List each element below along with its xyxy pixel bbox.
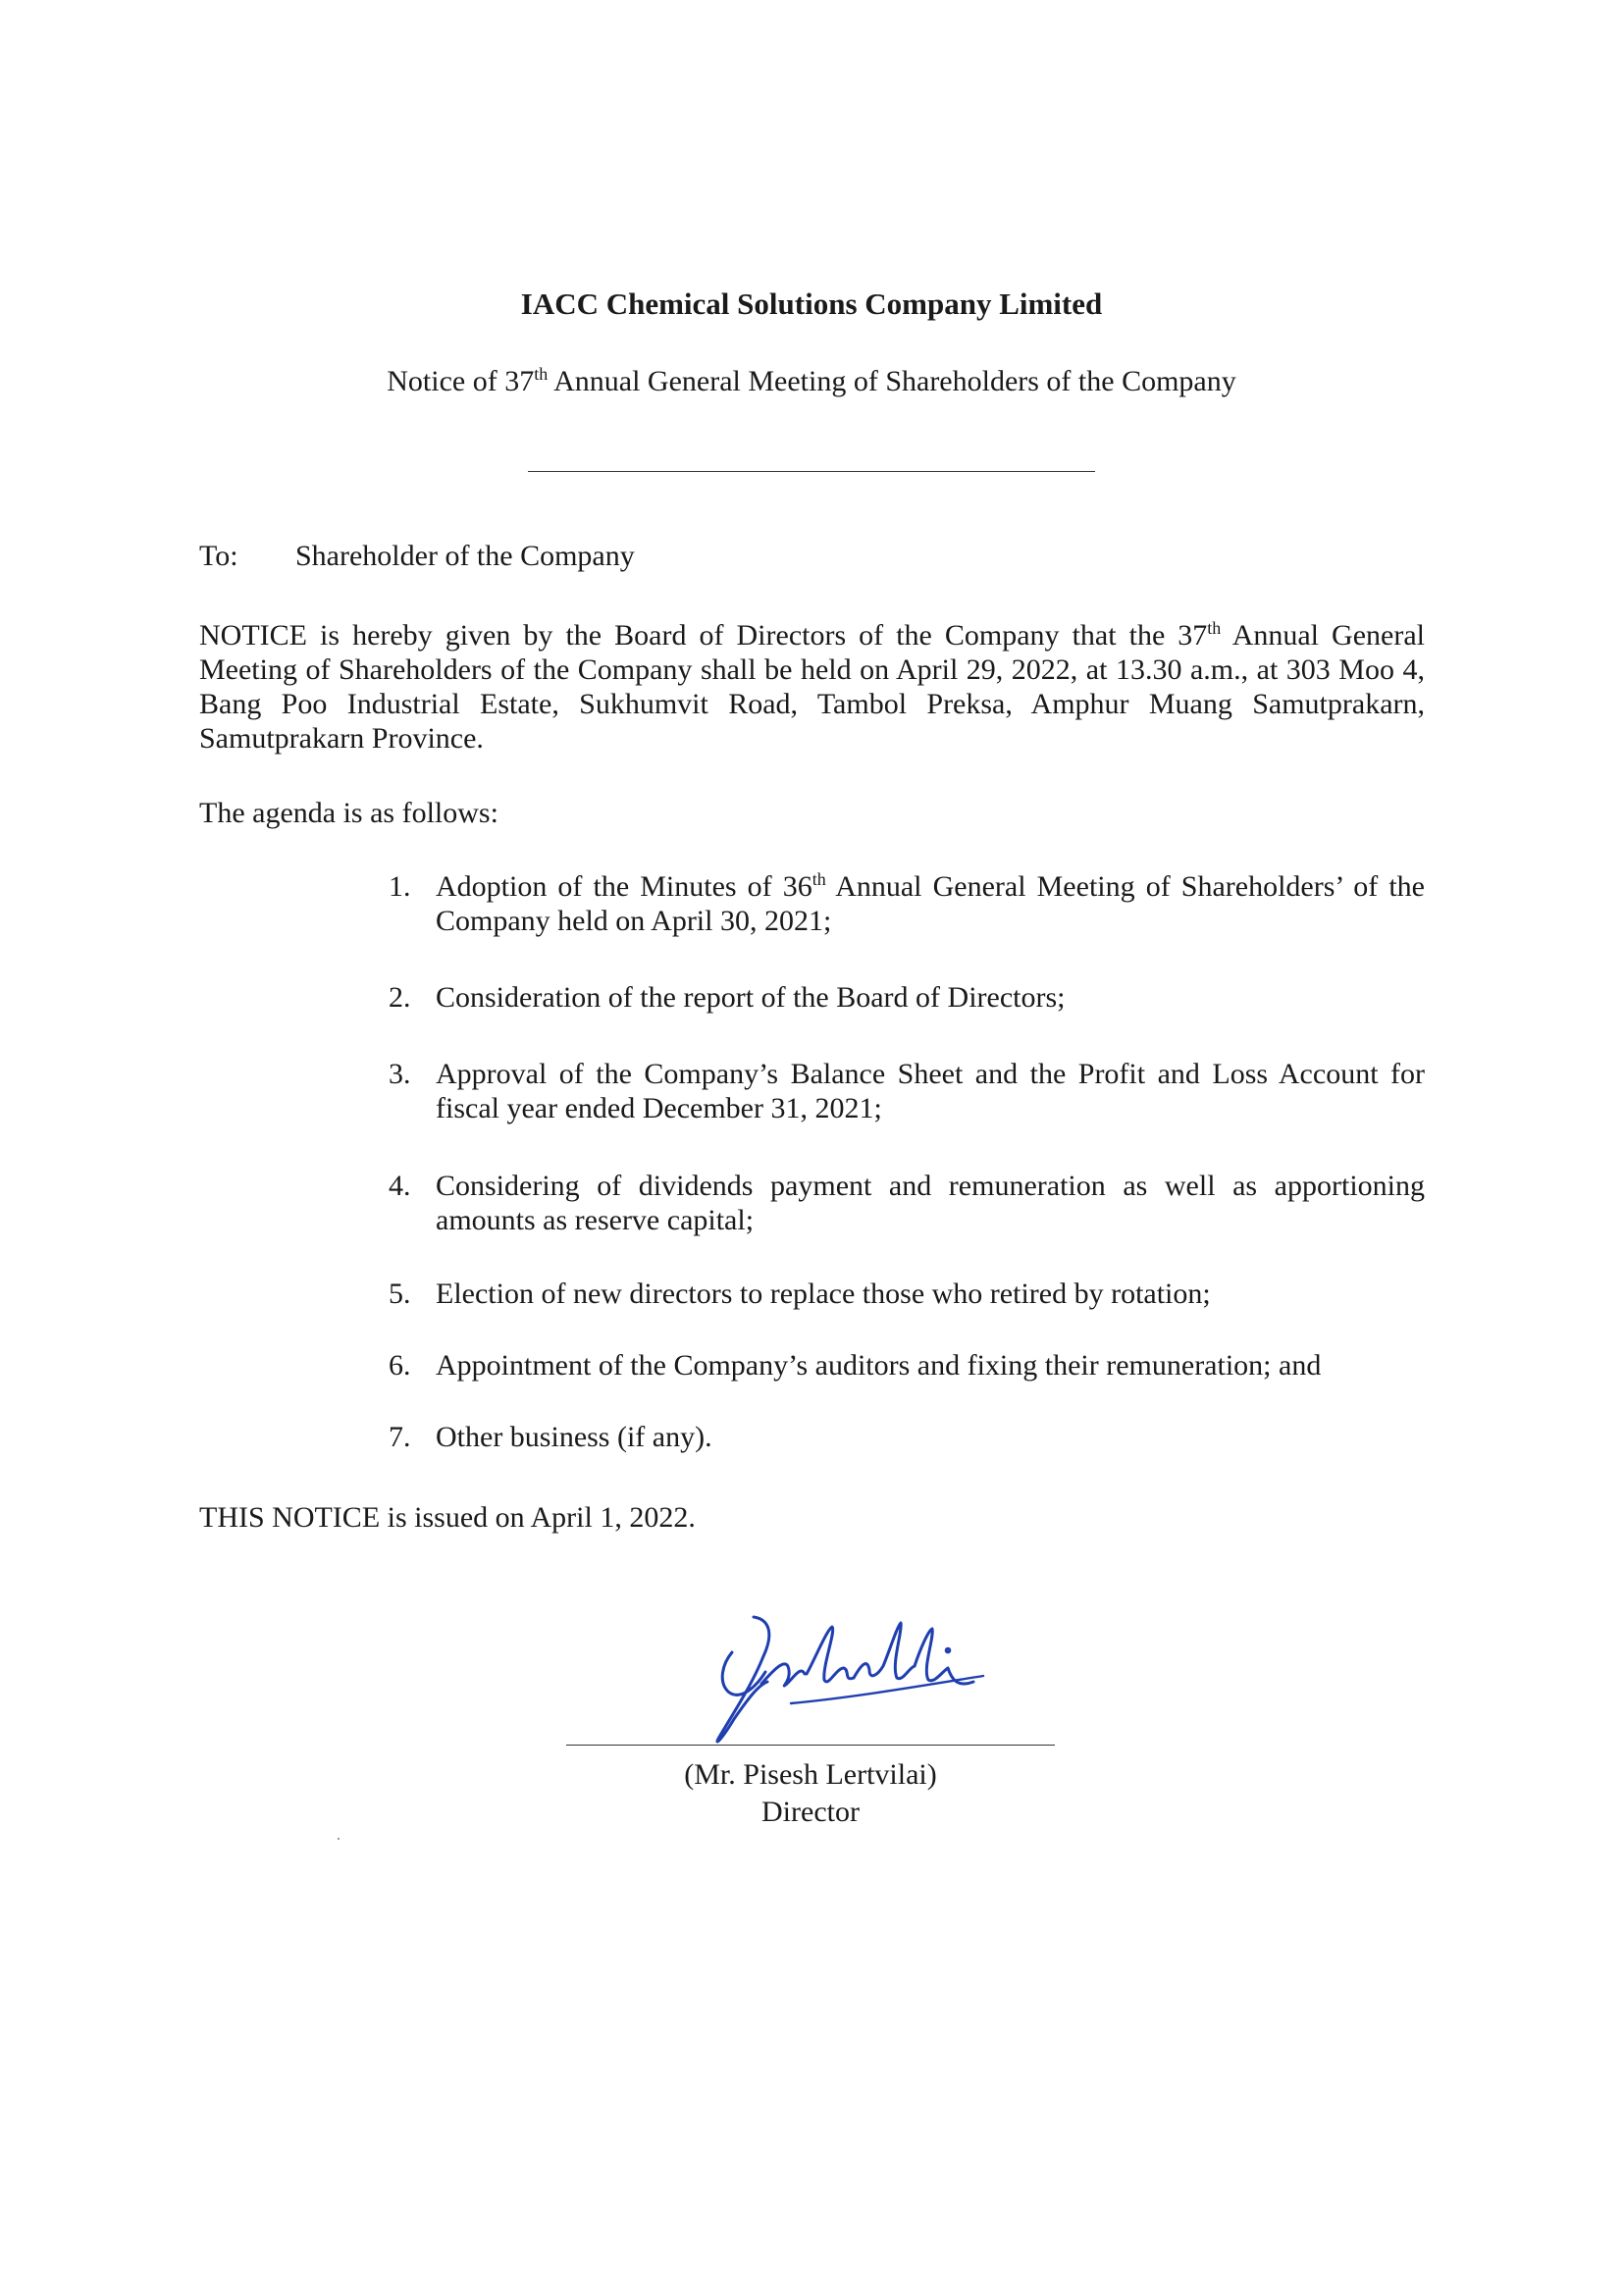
signer-name: (Mr. Pisesh Lertvilai) <box>684 1758 937 1791</box>
agenda-item-text: Approval of the Company’s Balance Sheet and the Profit and Loss Account for fiscal year ended December 31, 2021; <box>436 1058 1425 1124</box>
notice-paragraph <box>199 618 1425 756</box>
signer-title: Director <box>761 1796 860 1828</box>
signer-block <box>566 1756 1055 1831</box>
agenda-item-ordinal-suffix: th <box>812 869 826 889</box>
agenda-item-text-start: Adoption of the Minutes of 36 <box>436 870 812 903</box>
agenda-item-text: Consideration of the report of the Board of Directors; <box>436 981 1066 1014</box>
agenda-intro: The agenda is as follows: <box>199 797 498 829</box>
agenda-item-number: 1. <box>389 870 411 903</box>
company-name: IACC Chemical Solutions Company Limited <box>520 287 1103 321</box>
agenda-item-text: Appointment of the Company’s auditors and fixing their remuneration; and <box>436 1349 1322 1382</box>
agenda-item-number: 2. <box>389 981 411 1014</box>
addressee-value: Shareholder of the Company <box>295 540 635 572</box>
issued-date-line: THIS NOTICE is issued on April 1, 2022. <box>199 1501 696 1534</box>
notice-ordinal-suffix: th <box>1207 618 1222 638</box>
agenda-item-text-end: Annual General Meeting of Shareholders’ of the Company held on April 30, 2021; <box>436 870 1425 937</box>
notice-text-start: NOTICE is hereby given by the Board of Directors of the Company that the 37 <box>199 619 1208 652</box>
addressee-label: To: <box>199 540 238 572</box>
signature-line <box>566 1745 1055 1746</box>
agenda-item <box>389 1348 1425 1383</box>
notice-text-end: Annual General Meeting of Shareholders of the Company shall be held on April 29, 2022, at 13.30 a.m., at 303 Moo 4, Bang Poo Industrial Estate, Sukhumvit Road, Tambol Preksa, Amphur Muang Samutprakarn, Samutprakarn Province. <box>199 619 1425 755</box>
notice-subtitle <box>0 365 1623 398</box>
agenda-item-number: 3. <box>389 1058 411 1090</box>
subtitle-text-end: Annual General Meeting of Shareholders of the Company <box>548 365 1236 397</box>
agenda-item <box>389 869 1425 938</box>
agenda-item <box>389 1277 1425 1311</box>
agenda-item-number: 4. <box>389 1170 411 1202</box>
scan-speck <box>338 1838 340 1840</box>
agenda-item <box>389 1169 1425 1237</box>
agenda-item-text: Election of new directors to replace those who retired by rotation; <box>436 1278 1211 1310</box>
agenda-item-number: 7. <box>389 1421 411 1453</box>
addressee-line <box>199 540 635 573</box>
subtitle-ordinal-suffix: th <box>534 364 549 384</box>
header-divider <box>528 471 1095 472</box>
agenda-item <box>389 1420 1425 1454</box>
agenda-list <box>389 869 1425 1454</box>
agenda-item-number: 6. <box>389 1349 411 1382</box>
subtitle-text-start: Notice of 37 <box>387 365 535 397</box>
agenda-item-number: 5. <box>389 1278 411 1310</box>
agenda-item <box>389 980 1425 1015</box>
handwritten-signature <box>697 1609 991 1747</box>
agenda-item-text: Other business (if any). <box>436 1421 712 1453</box>
agenda-item-text: Considering of dividends payment and remuneration as well as apportioning amounts as reserve capital; <box>436 1170 1425 1236</box>
agenda-item <box>389 1057 1425 1125</box>
